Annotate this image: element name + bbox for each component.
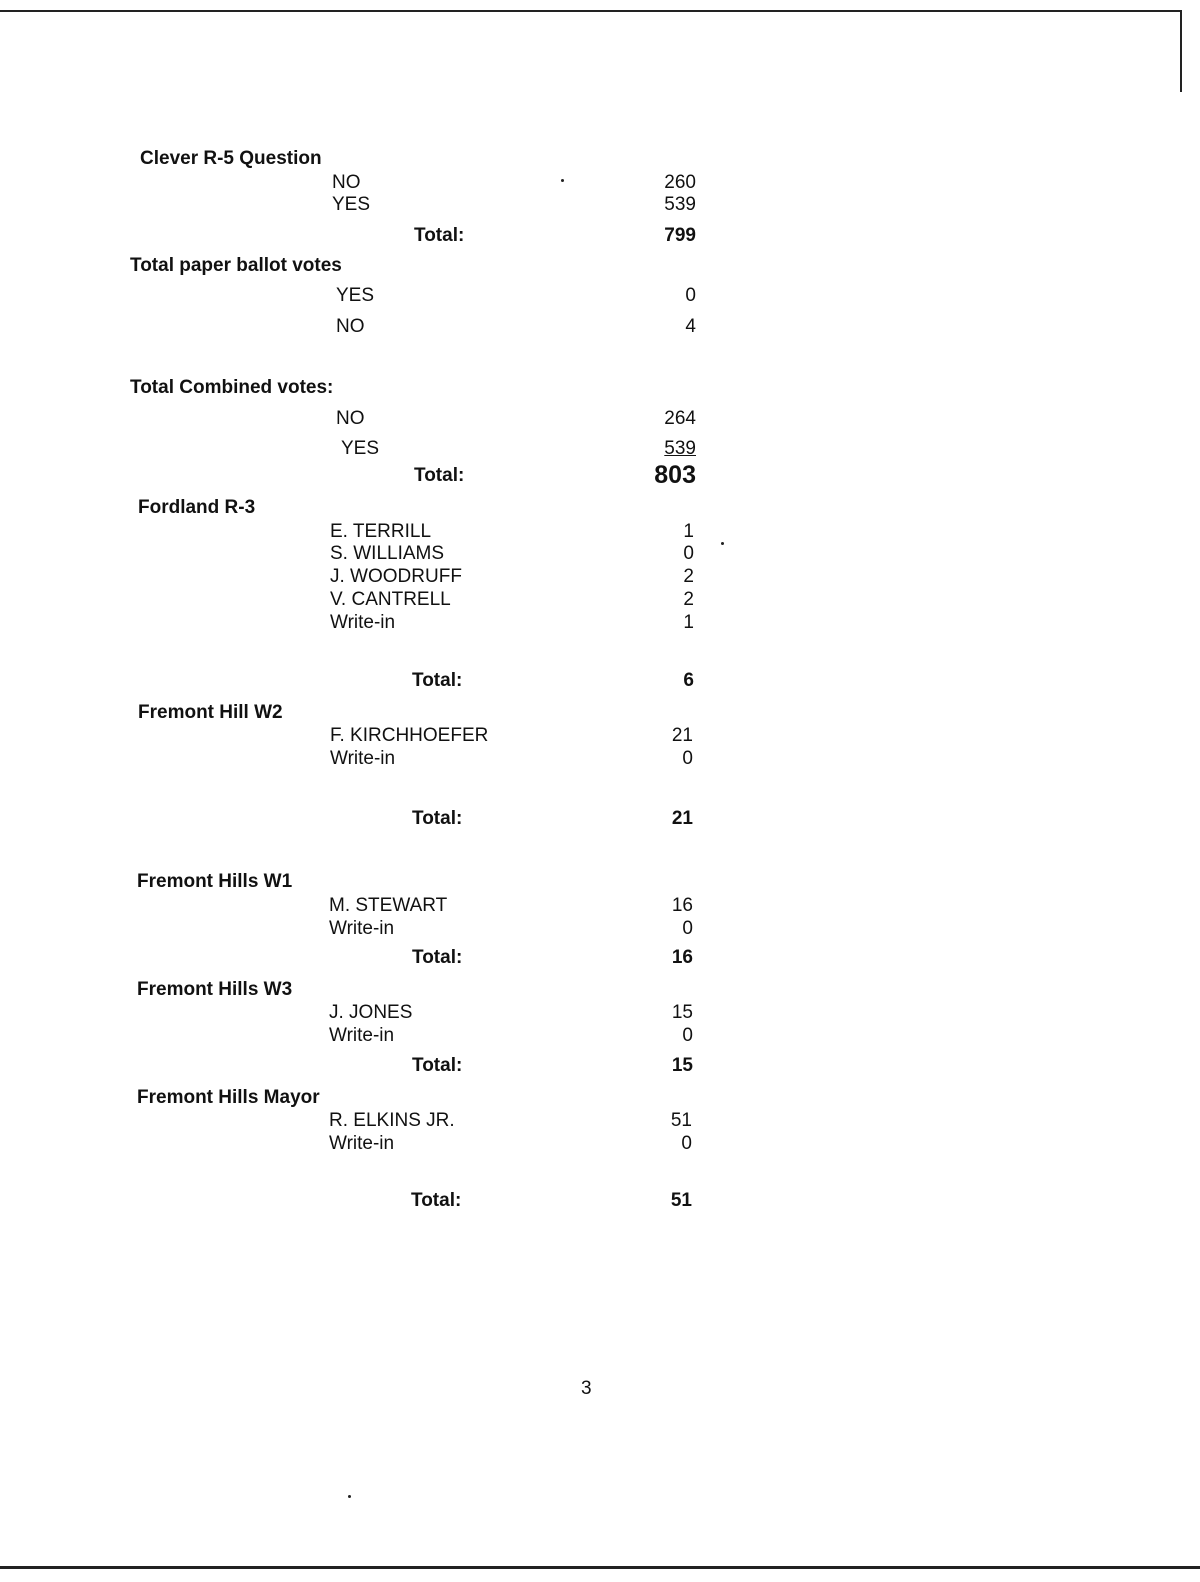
vote-count: 0: [682, 748, 693, 769]
total-label: Total:: [412, 670, 463, 691]
section-title-fremont-w2: Fremont Hill W2: [138, 702, 283, 723]
page-number: 3: [581, 1378, 592, 1399]
scan-speck: [561, 179, 564, 182]
choice-label: NO: [336, 408, 365, 429]
section-title-clever: Clever R-5 Question: [140, 148, 322, 169]
total-value: 15: [671, 1055, 693, 1076]
vote-count: [616, 438, 696, 460]
vote-count: 2: [683, 566, 694, 587]
vote-count: 0: [683, 543, 694, 564]
candidate-name: J. WOODRUFF: [330, 566, 462, 587]
vote-count: 0: [682, 1025, 693, 1046]
section-title-paper: Total paper ballot votes: [130, 255, 342, 276]
section-title-fremont-mayor: Fremont Hills Mayor: [137, 1087, 320, 1108]
total-value: 799: [664, 225, 696, 246]
candidate-name: M. STEWART: [329, 895, 448, 916]
candidate-name: S. WILLIAMS: [330, 543, 445, 564]
total-label: Total:: [412, 808, 463, 829]
vote-count: 0: [685, 285, 696, 306]
total-label: Total:: [412, 1055, 463, 1076]
page-border-right: [1180, 10, 1182, 92]
total-value: 6: [683, 670, 694, 691]
vote-count: 539: [664, 194, 696, 215]
total-value: 21: [671, 808, 693, 829]
vote-count: 4: [685, 316, 696, 337]
total-value: 803: [654, 461, 696, 489]
choice-label: NO: [336, 316, 365, 337]
choice-label: YES: [341, 438, 380, 459]
vote-count: 2: [683, 589, 694, 610]
vote-count: 51: [670, 1110, 692, 1131]
candidate-name: E. TERRILL: [330, 521, 432, 542]
scan-speck: [348, 1495, 351, 1498]
candidate-name: Write-in: [329, 1133, 395, 1154]
section-title-fordland: Fordland R-3: [138, 497, 256, 518]
candidate-name: J. JONES: [329, 1002, 413, 1023]
vote-count: 1: [683, 521, 694, 542]
vote-count: 0: [682, 918, 693, 939]
section-title-fremont-w1: Fremont Hills W1: [137, 871, 293, 892]
choice-label: NO: [332, 172, 361, 193]
vote-count: 260: [664, 172, 696, 193]
candidate-name: Write-in: [329, 1025, 395, 1046]
vote-count: 15: [671, 1002, 693, 1023]
scan-speck: [721, 542, 724, 545]
candidate-name: Write-in: [329, 918, 395, 939]
candidate-name: Write-in: [330, 748, 396, 769]
choice-label: YES: [336, 285, 375, 306]
vote-count: 1: [683, 612, 694, 633]
page-border-top: [0, 10, 1182, 12]
vote-count: 264: [664, 408, 696, 429]
total-label: Total:: [411, 1190, 462, 1211]
vote-count: 0: [681, 1133, 692, 1154]
vote-count: 21: [671, 725, 693, 746]
total-label: Total:: [414, 225, 465, 246]
total-label: Total:: [412, 947, 463, 968]
candidate-name: V. CANTRELL: [330, 589, 451, 610]
page-border-bottom: [0, 1566, 1200, 1569]
candidate-name: F. KIRCHHOEFER: [330, 725, 489, 746]
section-title-fremont-w3: Fremont Hills W3: [137, 979, 293, 1000]
total-label: Total:: [414, 465, 465, 486]
candidate-name: R. ELKINS JR.: [329, 1110, 455, 1131]
vote-count-underlined: 539: [664, 438, 696, 459]
vote-count: 16: [671, 895, 693, 916]
total-value: 16: [671, 947, 693, 968]
candidate-name: Write-in: [330, 612, 396, 633]
total-value: 51: [670, 1190, 692, 1211]
section-title-combined: Total Combined votes:: [130, 377, 334, 398]
choice-label: YES: [332, 194, 371, 215]
